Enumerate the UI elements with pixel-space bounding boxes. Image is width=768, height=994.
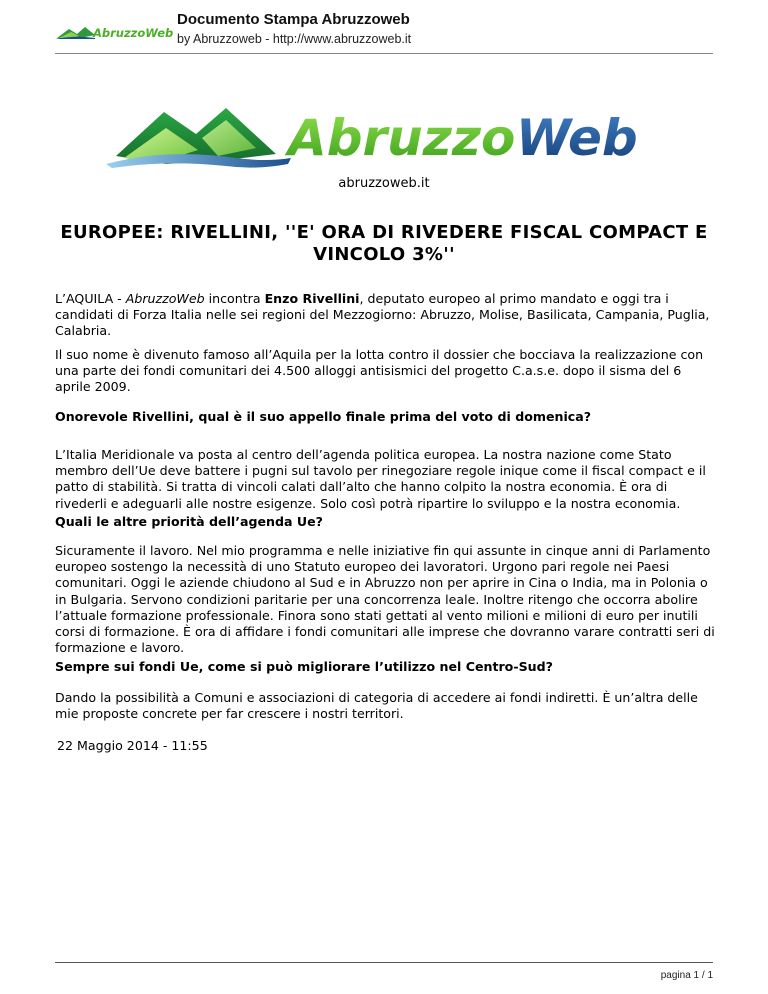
logo-text-web: Web — [516, 109, 638, 167]
article-title: EUROPEE: RIVELLINI, ''E' ORA DI RIVEDERE FISCAL COMPACT E VINCOLO 3%'' — [60, 222, 708, 265]
interview-answer: Dando la possibilità a Comuni e associazioni di categoria di accedere ai fondi indiretti. È un’altra delle mie proposte concrete per far crescere i nostri territori. — [55, 690, 698, 722]
interview-question: Sempre sui fondi Ue, come si può migliorare l’utilizzo nel Centro-Sud? — [55, 659, 553, 674]
mountain-icon — [106, 108, 291, 168]
article-paragraph: Il suo nome è divenuto famoso all’Aquila per la lotta contro il dossier che bocciava la realizzazione con una parte dei fondi comunitari dei 4.500 alloggi antisismici del progetto C.a.s.e. dopo il sisma del 6 aprile 2009. — [55, 347, 704, 395]
article-intro — [55, 291, 715, 340]
document-title: Documento Stampa Abruzzoweb — [177, 11, 410, 28]
interview-question: Onorevole Rivellini, qual è il suo appello finale prima del voto di domenica? — [55, 409, 592, 424]
intro-source: AbruzzoWeb — [125, 291, 205, 306]
site-url: abruzzoweb.it — [338, 176, 430, 191]
page-number: pagina 1 / 1 — [660, 970, 713, 981]
intro-rest: , deputato europeo al primo mandato e oggi tra i candidati di Forza Italia nelle sei regioni del Mezzogiorno: Abruzzo, Molise, Basilicata, Campania, Puglia, Calabria. — [55, 291, 710, 339]
abruzzoweb-logo — [106, 98, 636, 176]
interview-answer: Sicuramente il lavoro. Nel mio programma e nelle iniziative fin qui assunte in cinque anni di Parlamento europeo sostengo la necessità di uno Statuto europeo dei lavoratori. Urgono pari regole nei Paesi comunitari. Oggi le aziende chiudono al Sud e in Abruzzo non per aprire in Cina o India, ma in Polonia o in Bulgaria. Servono condizioni paritarie per una concorrenza leale. Inoltre ritengo che occorra abolire l’attuale formazione professionale. Finora sono stati gettati al vento milioni e milioni di euro per inutili corsi di formazione. È ora di affidare i fondi comunitari alle imprese che dovranno varare contratti seri di formazione e lavoro. — [55, 543, 715, 656]
abruzzoweb-small-logo — [55, 22, 174, 42]
logo-text-abruzzo: Abruzzo — [288, 109, 516, 167]
footer-divider — [55, 962, 713, 963]
intro-middle: incontra — [204, 291, 265, 306]
print-header — [0, 0, 768, 56]
interview-question: Quali le altre priorità dell’agenda Ue? — [55, 514, 323, 529]
header-divider — [55, 53, 713, 54]
intro-name: Enzo Rivellini — [264, 291, 360, 306]
document-subtitle: by Abruzzoweb - http://www.abruzzoweb.it — [177, 32, 412, 46]
small-logo-text: AbruzzoWeb — [93, 26, 174, 40]
interview-answer: L’Italia Meridionale va posta al centro dell’agenda politica europea. La nostra nazione come Stato membro dell’Ue deve battere i pugni sul tavolo per rinegoziare regole inique come il fiscal compact e il patto di stabilità. Si tratta di vincoli calati dall’alto che hanno colpito la nostra economia. È ora di rivederli e adeguarli alle nostre esigenze. Solo così potrà ripartire lo sviluppo e la nostra economia. — [55, 447, 706, 511]
article-date: 22 Maggio 2014 - 11:55 — [57, 738, 208, 753]
intro-prefix: L’AQUILA - — [55, 291, 126, 306]
